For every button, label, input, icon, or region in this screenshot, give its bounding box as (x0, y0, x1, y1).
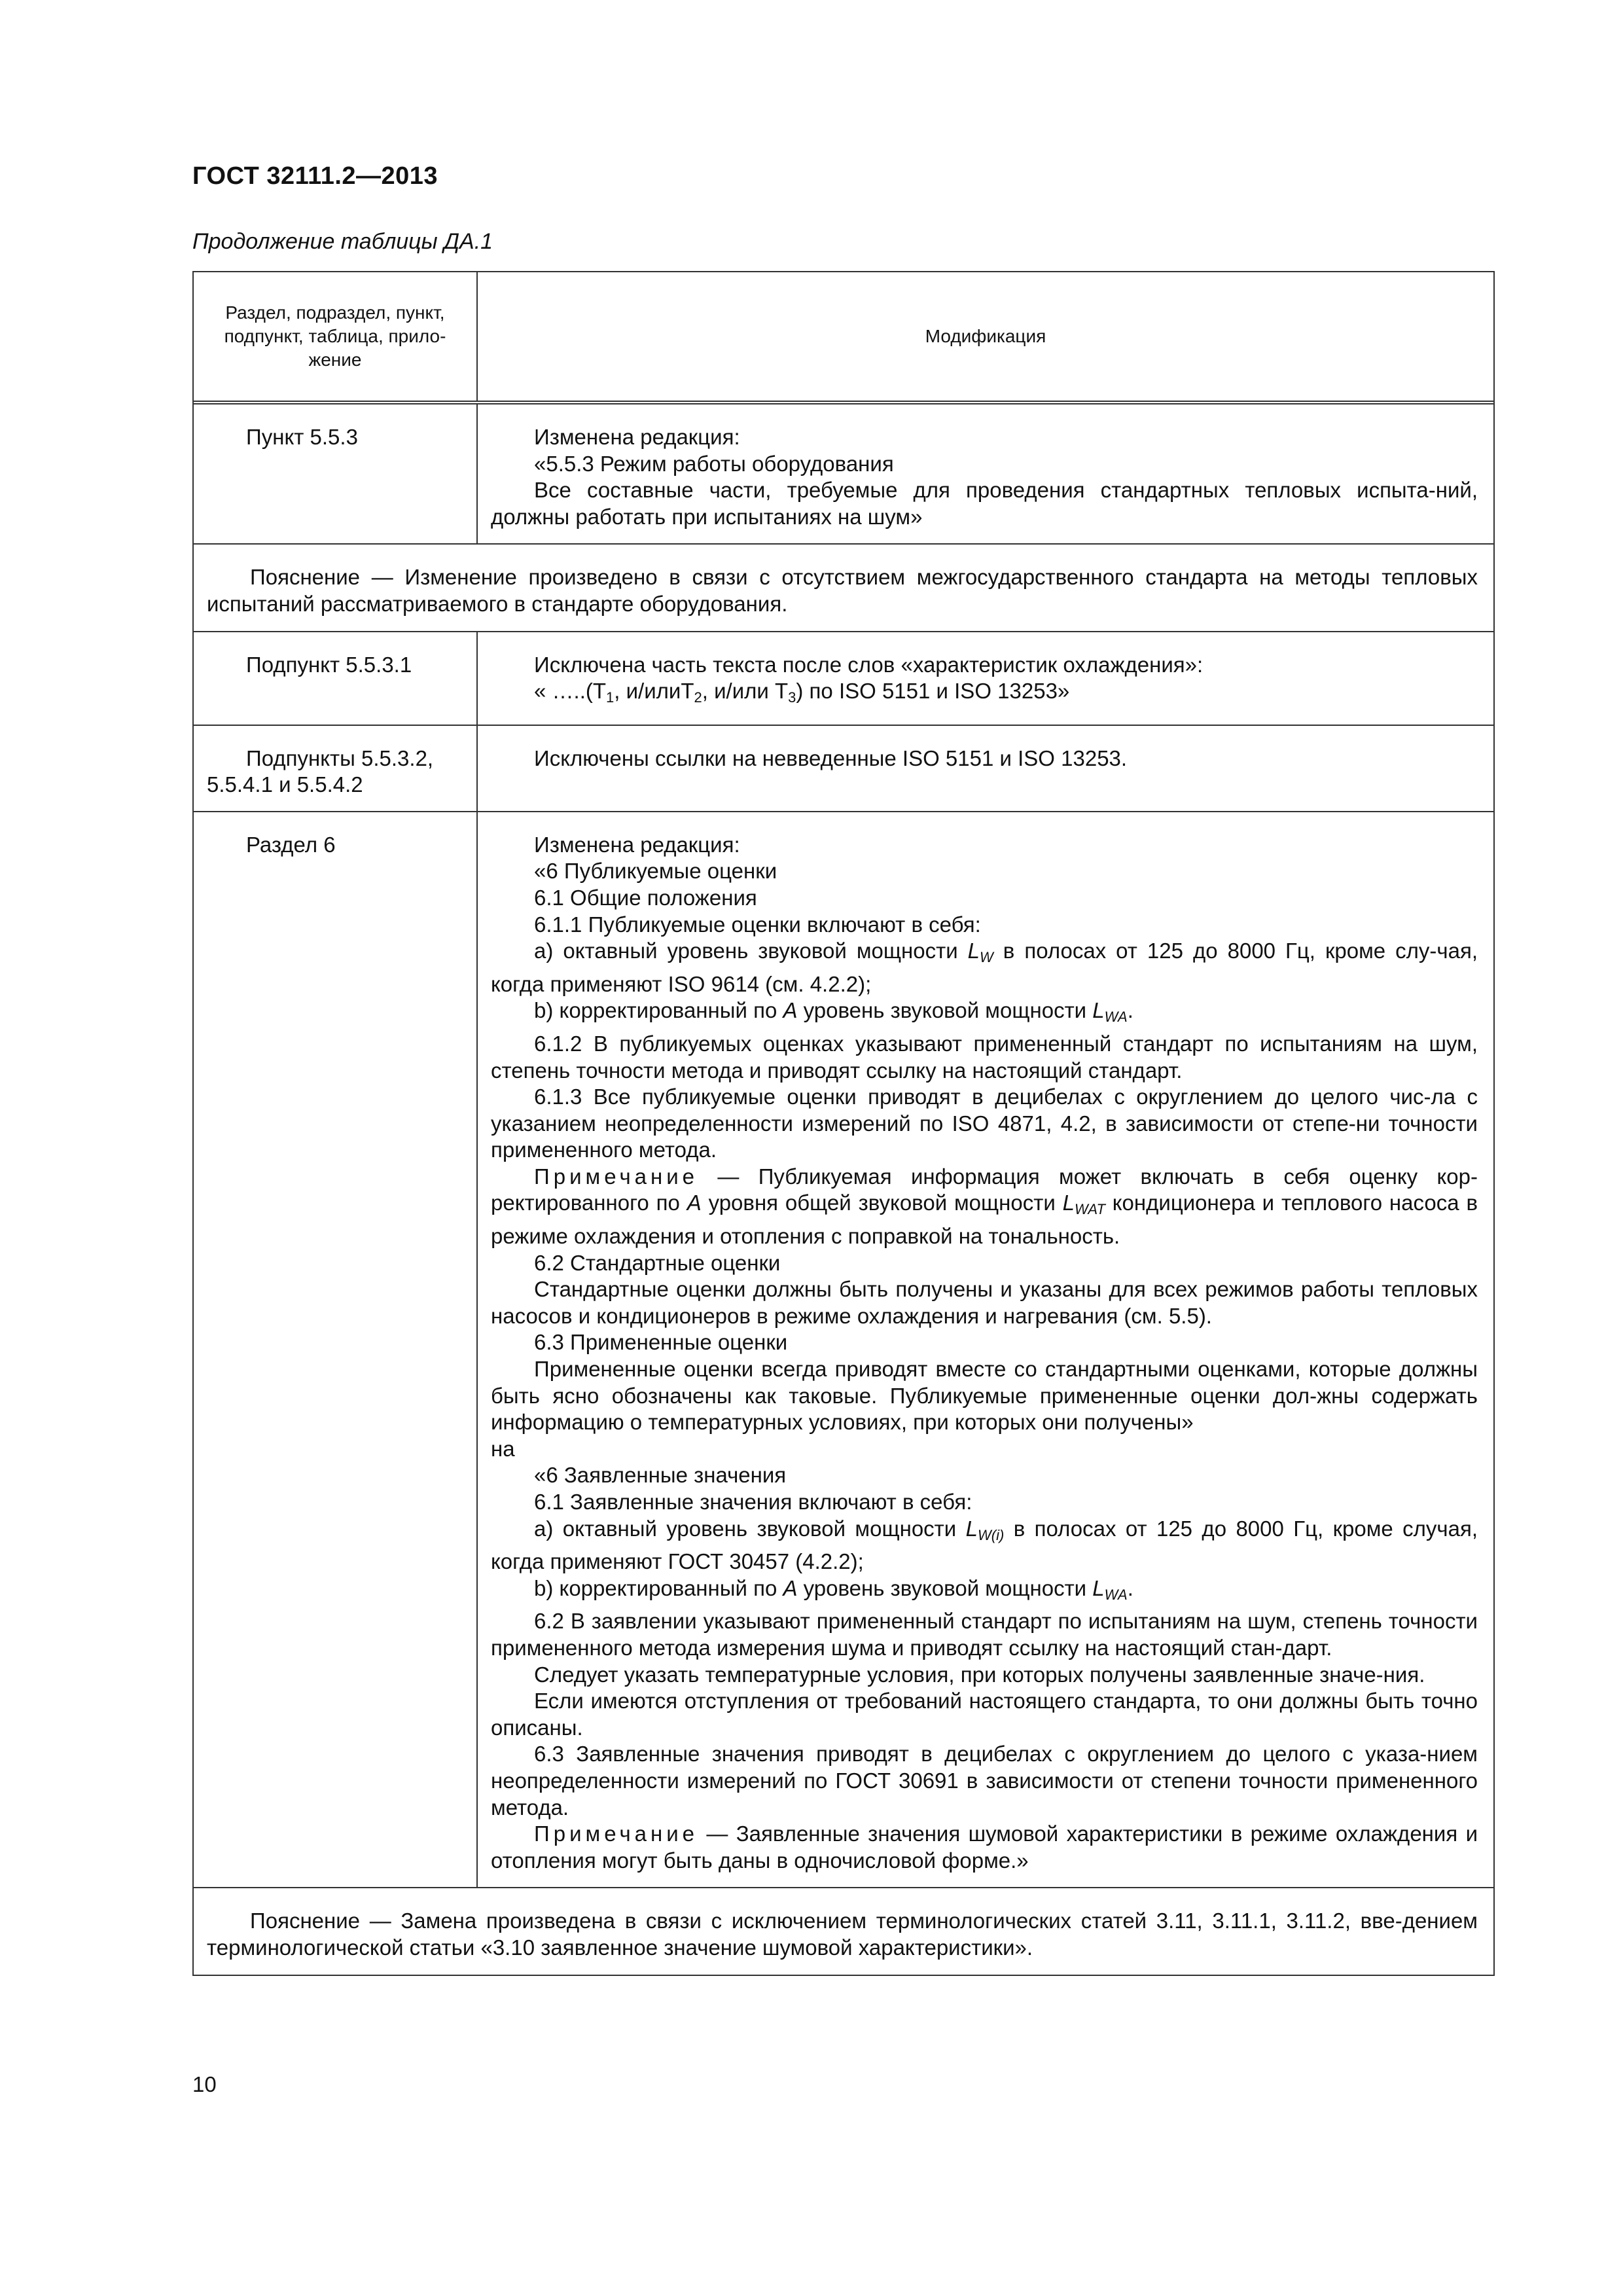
paragraph: Следует указать температурные условия, при которых получены заявленные значе-ния. (534, 1662, 1425, 1687)
table-row (194, 545, 1493, 632)
paragraph: Изменена редакция: (534, 425, 740, 449)
text-run: а) октавный уровень звуковой мощности (534, 1516, 966, 1541)
paragraph: 6.2 В заявлении указывают примененный стандарт по испытаниям на шум, степень точности примененного метода измерения шума и приводят ссылку на настоящий стан-дарт. (491, 1609, 1478, 1660)
row-label: Раздел 6 (194, 812, 478, 1888)
note-label: Примечание (534, 1821, 699, 1846)
paragraph (491, 1516, 1478, 1575)
symbol: L (1092, 1575, 1105, 1600)
col-header-section: Раздел, подраздел, пункт, подпункт, таблица, прило-жение (194, 272, 478, 401)
text-run: а) октавный уровень звуковой мощности (534, 939, 968, 963)
note-paragraph (491, 1821, 1478, 1874)
subscript: 2 (694, 689, 702, 706)
modification-table (192, 271, 1495, 1976)
paragraph: на (491, 1436, 515, 1461)
document-id: ГОСТ 32111.2—2013 (192, 162, 438, 190)
text-run: . (1127, 1575, 1133, 1600)
text-run: , и/или T (702, 679, 789, 704)
row-content (478, 726, 1493, 811)
page-number: 10 (192, 2072, 217, 2096)
symbol: L (967, 939, 980, 963)
table-row (194, 404, 1493, 545)
paragraph: «6 Заявленные значения (534, 1463, 787, 1488)
subscript: WAT (1075, 1201, 1105, 1218)
table-row (194, 1888, 1493, 1974)
table-header (194, 272, 1493, 404)
table-row (194, 812, 1493, 1889)
symbol: L (1092, 998, 1105, 1023)
row-label: Подпункт 5.5.3.1 (194, 632, 478, 725)
text-run: . (1127, 998, 1133, 1023)
row-content (478, 632, 1493, 725)
explanation-note: Пояснение — Замена произведена в связи с исключением терминологических статей 3.11, 3.11.1, 3.11.2, вве-дением терминологической статьи «3.10 заявленное значение шумовой характеристики». (207, 1909, 1478, 1960)
subscript: WA (1104, 1586, 1128, 1603)
symbol: L (965, 1516, 978, 1541)
text-run: в полосах от 125 до 8000 Гц, кроме слу-чая, когда применяют ISO 9614 (см. 4.2.2); (491, 939, 1478, 996)
paragraph: «6 Публикуемые оценки (534, 859, 777, 884)
text-run: « …..(T (534, 679, 607, 704)
paragraph: Исключены ссылки на невведенные ISO 5151 и ISO 13253. (534, 745, 1128, 770)
text-run: кондиционера и теплового насоса в режиме охлаждения и отопления с поправкой на тональность. (491, 1191, 1478, 1249)
paragraph (491, 678, 1478, 711)
table-row (194, 632, 1493, 726)
explanation-note: Пояснение — Изменение произведено в связи с отсутствием межгосударственного стандарта на методы тепловых испытаний рассматриваемого в стандарте оборудования. (207, 565, 1478, 616)
paragraph: Все составные части, требуемые для проведения стандартных тепловых испыта-ний, должны работать при испытаниях на шум» (491, 478, 1478, 529)
paragraph (491, 997, 1478, 1031)
paragraph: 6.1 Общие положения (534, 885, 757, 910)
text-run: уровень звуковой мощности (797, 998, 1093, 1023)
text-run: b) корректированный по (534, 998, 783, 1023)
paragraph: Изменена редакция: (534, 832, 740, 857)
paragraph: Исключена часть текста после слов «характеристик охлаждения»: (534, 652, 1204, 677)
subscript: W (980, 949, 993, 966)
symbol: A (783, 998, 798, 1023)
symbol: A (783, 1575, 798, 1600)
row-label: Пункт 5.5.3 (194, 404, 478, 543)
text-run: , и/илиT (614, 679, 694, 704)
paragraph (491, 1575, 1478, 1609)
paragraph: 6.2 Стандартные оценки (534, 1250, 781, 1275)
text-run: b) корректированный по (534, 1575, 783, 1600)
paragraph: 6.1 Заявленные значения включают в себя: (534, 1490, 972, 1514)
subscript: WA (1104, 1009, 1128, 1026)
symbol: A (687, 1191, 702, 1215)
note-label: Примечание (534, 1164, 699, 1189)
paragraph: 6.1.2 В публикуемых оценках указывают примененный стандарт по испытаниям на шум, степень точности метода и приводят ссылку на настоящий стандарт. (491, 1031, 1478, 1083)
paragraph: Если имеются отступления от требований настоящего стандарта, то они должны быть точно описаны. (491, 1689, 1478, 1740)
table-caption: Продолжение таблицы ДА.1 (192, 229, 493, 254)
paragraph: 6.3 Примененные оценки (534, 1330, 788, 1355)
paragraph: 6.1.3 Все публикуемые оценки приводят в децибелах с округлением до целого чис-ла с указанием неопределенности измерений по ISO 4871, 4.2, в зависимости от степе-ни точности примененного метода. (491, 1085, 1478, 1162)
text-run: — Публикуемая информация может включать в себя оценку кор-ректированного по (491, 1164, 1478, 1215)
subscript: 3 (788, 689, 796, 706)
paragraph: Примененные оценки всегда приводят вместе со стандартными оценками, которые должны быть ясно обозначены как таковые. Публикуемые примененные оценки дол-жны содержать информацию о температурных условиях, при которых они получены» (491, 1357, 1478, 1435)
text-run: уровень звуковой мощности (797, 1575, 1093, 1600)
note-paragraph (491, 1164, 1478, 1250)
paragraph: 6.1.1 Публикуемые оценки включают в себя: (534, 912, 981, 937)
row-content (478, 404, 1493, 543)
paragraph (491, 938, 1478, 997)
row-label: Подпункты 5.5.3.2, 5.5.4.1 и 5.5.4.2 (194, 726, 478, 811)
text-run: ) по ISO 5151 и ISO 13253» (796, 679, 1070, 704)
paragraph: «5.5.3 Режим работы оборудования (534, 451, 894, 476)
table-row (194, 726, 1493, 812)
paragraph: 6.3 Заявленные значения приводят в децибелах с округлением до целого с указа-нием неопределенности измерений по ГОСТ 30691 в зависимости от степени точности примененного метода. (491, 1742, 1478, 1820)
row-content (478, 812, 1493, 1888)
text-run: уровня общей звуковой мощности (701, 1191, 1063, 1215)
symbol: L (1062, 1191, 1075, 1215)
text-run: в полосах от 125 до 8000 Гц, кроме случая, когда применяют ГОСТ 30457 (4.2.2); (491, 1516, 1478, 1574)
subscript: W(i) (977, 1526, 1005, 1543)
subscript: 1 (606, 689, 615, 706)
text-run: — Заявленные значения шумовой характеристики в режиме охлаждения и отопления могут быть даны в одночисловой форме.» (491, 1821, 1478, 1873)
col-header-modification: Модификация (925, 326, 1046, 346)
paragraph: Стандартные оценки должны быть получены и указаны для всех режимов работы тепловых насосов и кондиционеров в режиме охлаждения и нагревания (см. 5.5). (491, 1277, 1478, 1328)
